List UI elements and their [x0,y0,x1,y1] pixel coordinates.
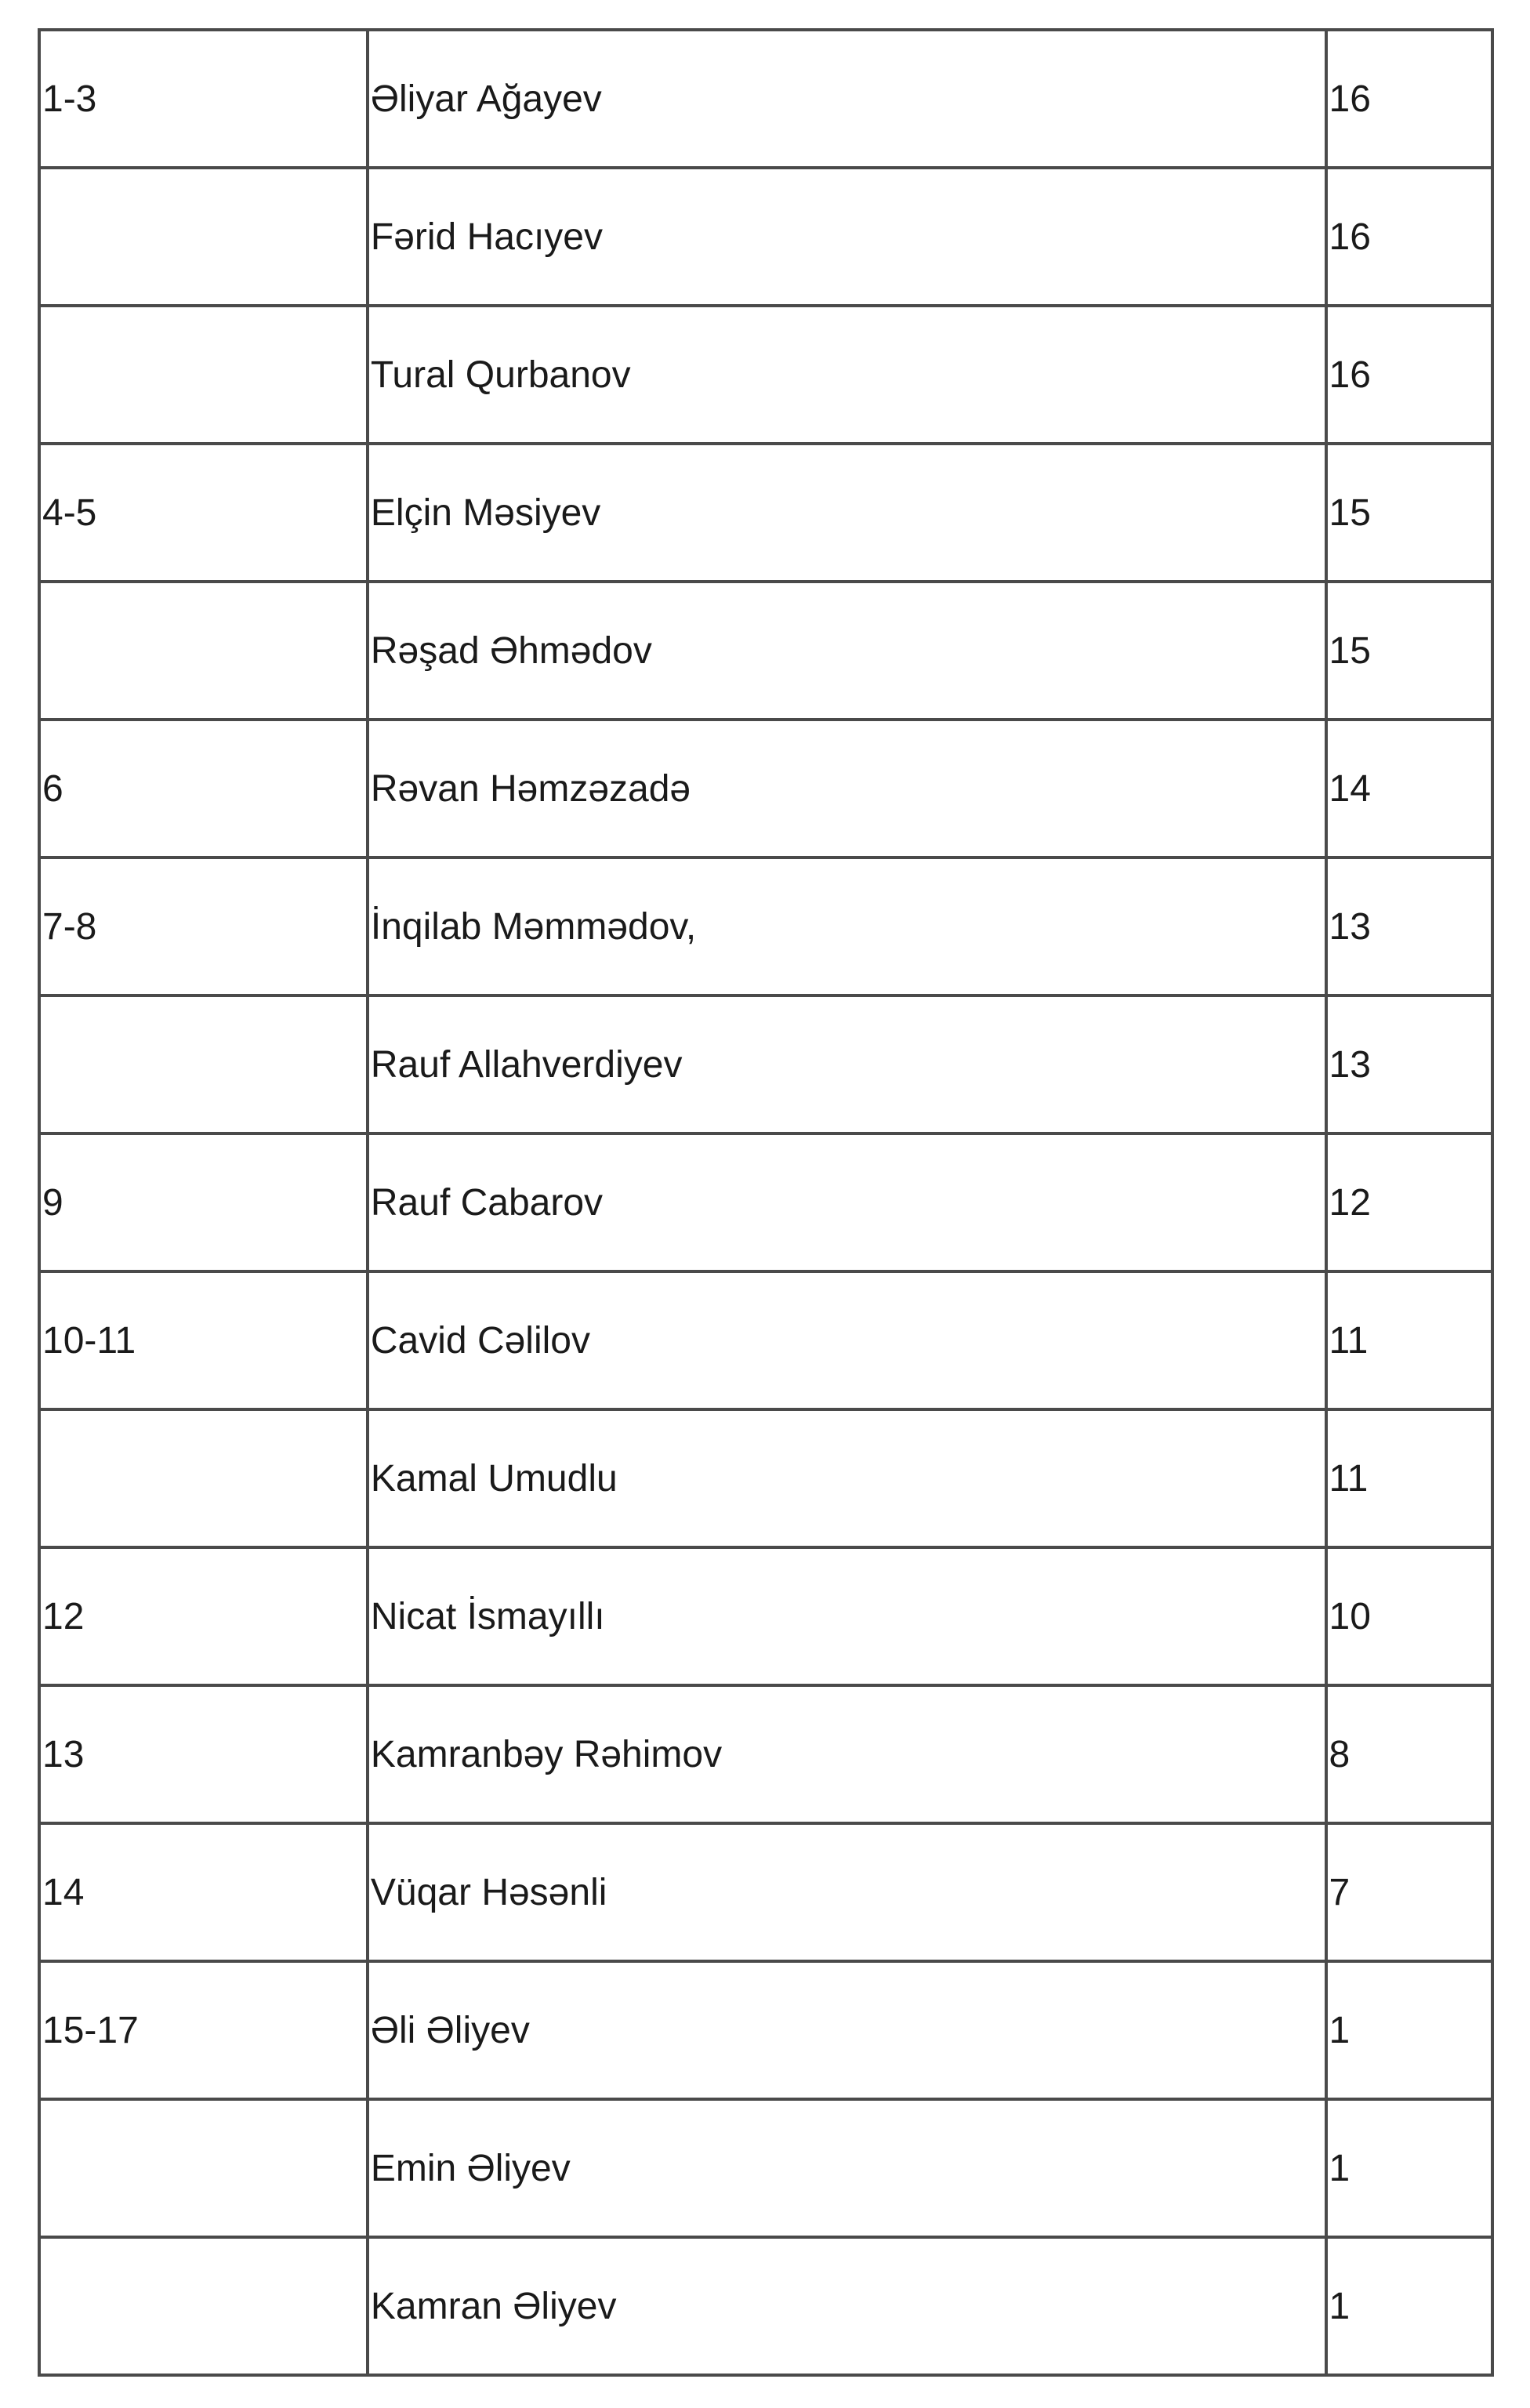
table-row [39,444,1492,582]
score-cell: 16 [1326,30,1492,168]
score-cell: 1 [1326,1961,1492,2099]
score-cell: 7 [1326,1823,1492,1961]
place-cell: 15-17 [39,1961,368,2099]
player-name-cell: Rəşad Əhmədov [368,582,1326,720]
score-cell: 16 [1326,306,1492,444]
score-cell: 1 [1326,2099,1492,2237]
table-row [39,1133,1492,1271]
table-row [39,1961,1492,2099]
player-name-cell: Rauf Cabarov [368,1133,1326,1271]
player-name-cell: Tural Qurbanov [368,306,1326,444]
player-name-cell: Rəvan Həmzəzadə [368,720,1326,858]
table-row [39,30,1492,168]
place-cell: 14 [39,1823,368,1961]
player-name-cell: Kamran Əliyev [368,2237,1326,2375]
place-cell [39,2099,368,2237]
score-cell: 8 [1326,1685,1492,1823]
table-row [39,1409,1492,1547]
standings-table-body [39,30,1492,2375]
player-name-cell: Emin Əliyev [368,2099,1326,2237]
score-cell: 12 [1326,1133,1492,1271]
score-cell: 10 [1326,1547,1492,1685]
table-row [39,858,1492,995]
table-row [39,2099,1492,2237]
player-name-cell: Vüqar Həsənli [368,1823,1326,1961]
player-name-cell: Rauf Allahverdiyev [368,995,1326,1133]
player-name-cell: Kamal Umudlu [368,1409,1326,1547]
table-row [39,1547,1492,1685]
place-cell [39,1409,368,1547]
place-cell [39,995,368,1133]
player-name-cell: Elçin Məsiyev [368,444,1326,582]
place-cell [39,2237,368,2375]
table-row [39,306,1492,444]
player-name-cell: Cavid Cəlilov [368,1271,1326,1409]
table-row [39,1685,1492,1823]
place-cell: 4-5 [39,444,368,582]
score-cell: 1 [1326,2237,1492,2375]
score-cell: 11 [1326,1409,1492,1547]
player-name-cell: Fərid Hacıyev [368,168,1326,306]
table-row [39,720,1492,858]
player-name-cell: Əliyar Ağayev [368,30,1326,168]
score-cell: 16 [1326,168,1492,306]
player-name-cell: Kamranbəy Rəhimov [368,1685,1326,1823]
score-cell: 11 [1326,1271,1492,1409]
place-cell: 7-8 [39,858,368,995]
table-row [39,1823,1492,1961]
player-name-cell: Nicat İsmayıllı [368,1547,1326,1685]
place-cell: 13 [39,1685,368,1823]
table-row [39,995,1492,1133]
table-row [39,1271,1492,1409]
place-cell [39,306,368,444]
place-cell: 1-3 [39,30,368,168]
place-cell: 6 [39,720,368,858]
score-cell: 14 [1326,720,1492,858]
table-row [39,168,1492,306]
score-cell: 13 [1326,858,1492,995]
place-cell: 10-11 [39,1271,368,1409]
standings-table [38,28,1494,2377]
place-cell [39,168,368,306]
player-name-cell: Əli Əliyev [368,1961,1326,2099]
place-cell: 9 [39,1133,368,1271]
place-cell [39,582,368,720]
player-name-cell: İnqilab Məmmədov, [368,858,1326,995]
place-cell: 12 [39,1547,368,1685]
score-cell: 13 [1326,995,1492,1133]
score-cell: 15 [1326,582,1492,720]
table-row [39,582,1492,720]
table-row [39,2237,1492,2375]
score-cell: 15 [1326,444,1492,582]
